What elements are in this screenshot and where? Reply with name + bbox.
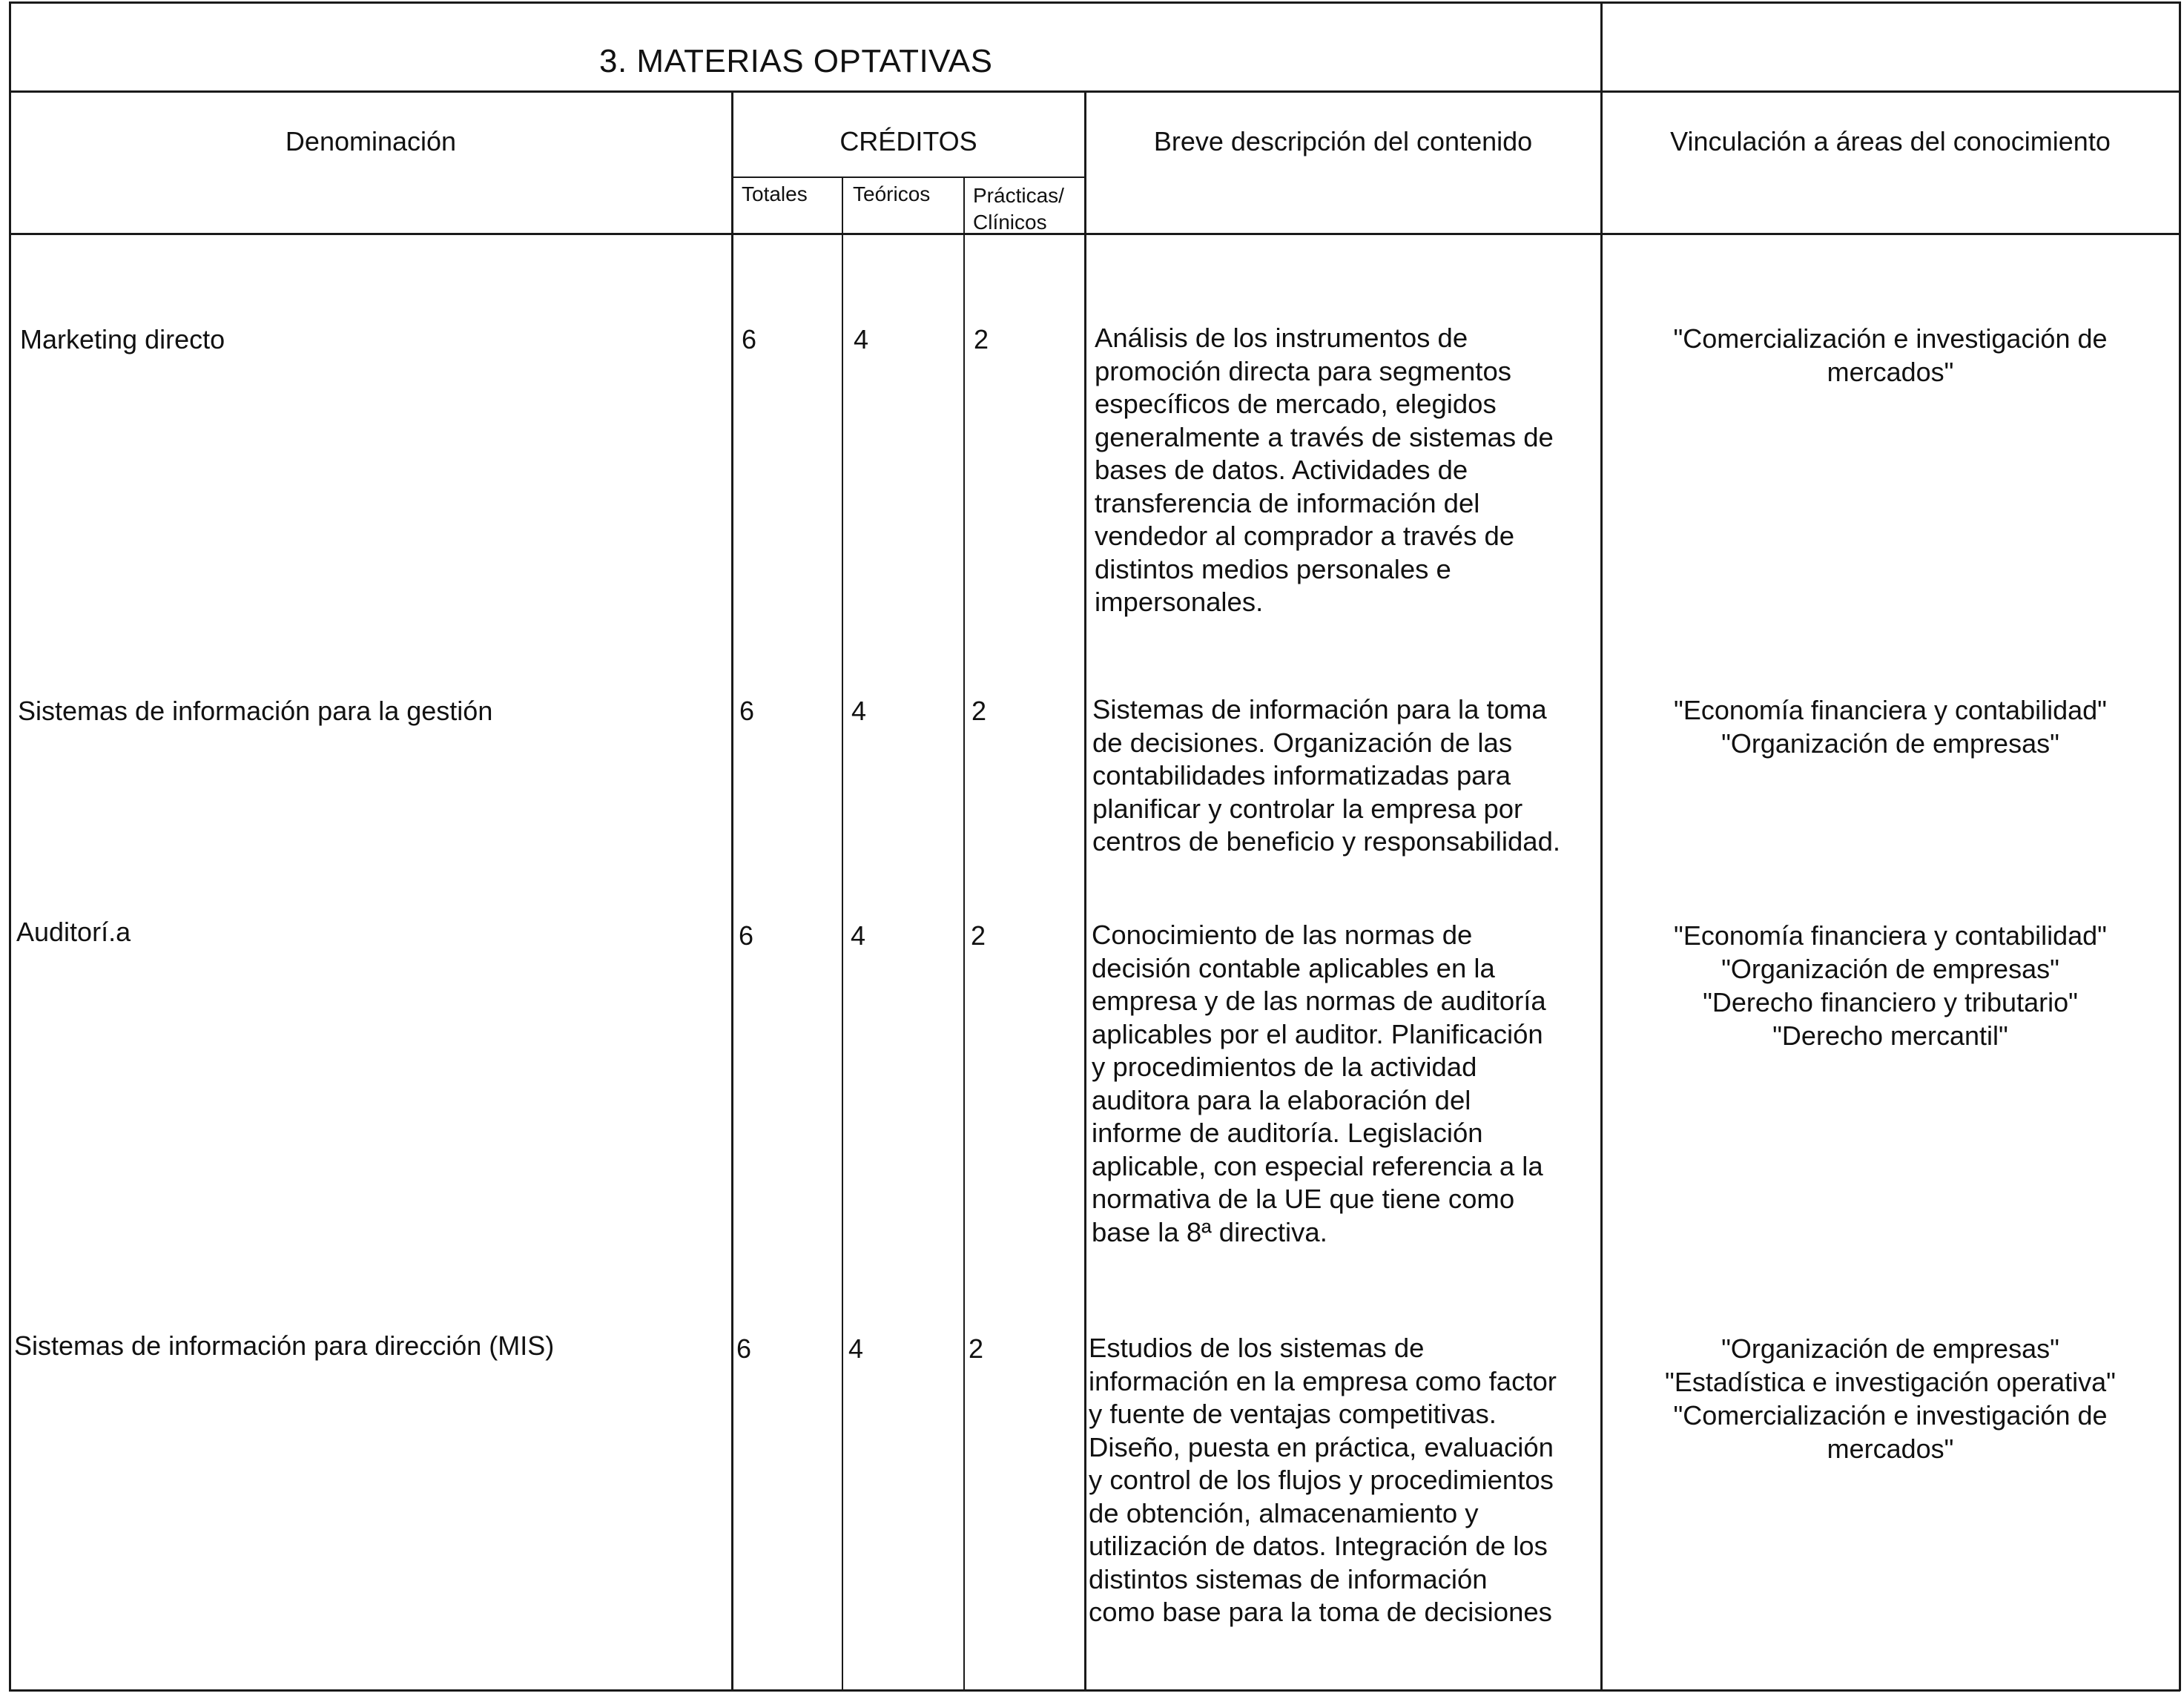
row-name: Sistemas de información para la gestión — [18, 696, 493, 726]
row-totales: 6 — [742, 324, 757, 354]
row-name: Sistemas de información para dirección (MIS) — [14, 1330, 555, 1361]
row-name: Auditorí.a — [16, 917, 131, 947]
row-description: Estudios de los sistemas de información en la empresa como factor y fuente de ventajas competitivas. Diseño, puesta en práctica, evaluación y control de los flujos y procedimientos de obtención, almacenamiento y utilización de datos. Integración de los distintos sistemas de información como base para la toma de decisiones — [1089, 1333, 1557, 1627]
header-practicas: Prácticas/ Clínicos — [973, 184, 1064, 234]
table-bottom-border — [9, 1689, 2180, 1692]
row-teoricos: 4 — [851, 696, 867, 726]
row-description: Conocimiento de las normas de decisión contable aplicables en la empresa y de las normas de auditoría aplicables por el auditor. Planificación y procedimientos de la actividad auditora para la elaboración del informe de auditoría. Legislación aplicable, con especial referencia a la normativa de la UE que tiene como base la 8ª directiva. — [1092, 920, 1546, 1247]
title-row-divider — [9, 90, 2180, 93]
denominacion-column-divider — [731, 90, 733, 1691]
row-practicas: 2 — [969, 1333, 984, 1364]
row-practicas: 2 — [971, 696, 987, 726]
row-practicas: 2 — [971, 920, 986, 951]
row-name: Marketing directo — [20, 324, 225, 354]
header-row-divider — [9, 233, 2180, 235]
header-denominacion: Denominación — [285, 126, 457, 156]
row-teoricos: 4 — [854, 324, 869, 354]
header-creditos: CRÉDITOS — [839, 126, 977, 156]
row-areas: "Economía financiera y contabilidad" "Organización de empresas" — [1674, 695, 2107, 759]
header-vinculacion: Vinculación a áreas del conocimiento — [1670, 126, 2111, 156]
row-teoricos: 4 — [851, 920, 866, 951]
totales-column-divider — [842, 177, 843, 1691]
descripcion-column-divider — [1084, 90, 1086, 1691]
row-description: Análisis de los instrumentos de promoción directa para segmentos específicos de mercado, elegidos generalmente a través de sistemas de bases de datos. Actividades de transferencia de información del vendedor al comprador a través de distintos medios personales e impersonales. — [1095, 323, 1554, 617]
header-totales: Totales — [742, 182, 808, 205]
row-practicas: 2 — [974, 324, 989, 354]
row-areas: "Economía financiera y contabilidad" "Organización de empresas" "Derecho financiero y tributario" "Derecho mercantil" — [1674, 920, 2107, 1051]
row-totales: 6 — [736, 1333, 752, 1364]
row-description: Sistemas de información para la toma de decisiones. Organización de las contabilidades informatizadas para planificar y controlar la empresa por centros de beneficio y responsabilidad. — [1092, 694, 1561, 857]
row-totales: 6 — [739, 696, 755, 726]
row-areas: "Organización de empresas" "Estadística e investigación operativa" "Comercialización e investigación de mercados" — [1665, 1333, 2116, 1464]
row-teoricos: 4 — [848, 1333, 864, 1364]
header-descripcion: Breve descripción del contenido — [1153, 126, 1533, 156]
creditos-subheader-divider — [733, 177, 1084, 178]
header-teoricos: Teóricos — [853, 182, 931, 205]
table-left-border — [9, 1, 11, 1691]
row-areas: "Comercialización e investigación de mercados" — [1673, 323, 2108, 387]
section-title: 3. MATERIAS OPTATIVAS — [599, 43, 993, 79]
table-right-border — [2179, 1, 2181, 1691]
row-totales: 6 — [739, 920, 754, 951]
teoricos-column-divider — [963, 177, 965, 1691]
table-top-border — [9, 1, 2180, 4]
